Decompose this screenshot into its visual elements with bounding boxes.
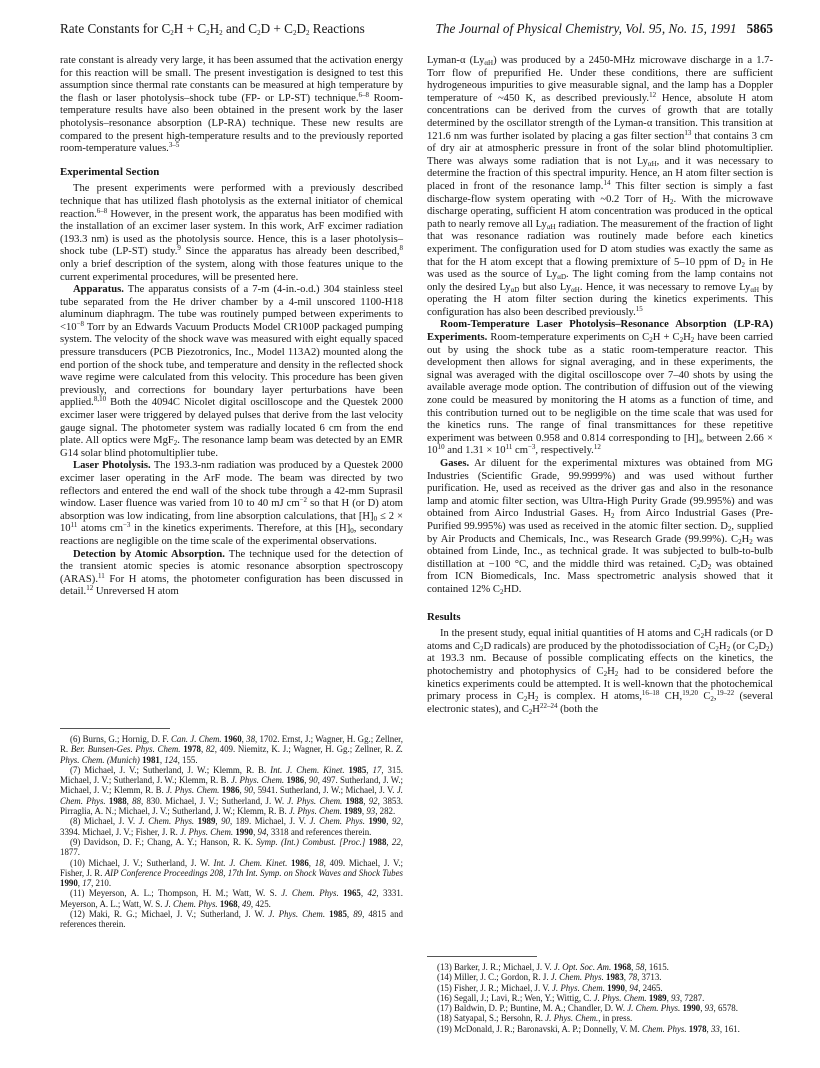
reference-7: (7) Michael, J. V.; Sutherland, J. W.; Klemm, R. B. Int. J. Chem. Kinet. 1985, 17, 315. Michael, J. V.; Sutherland, J. W.; Klemm, R. B. J. Phys. Chem. 1986, 90, 497. Sutherland, J. W.; Michael, J. V.; Klemm, R. B. J. Phys. Chem. 1986, 90, 5941. Sutherland, J. W.; Michael, J. V. J. Chem. Phys. 1988, 88, 830. Michael, J. V.; Sutherland, J. W. J. Phys. Chem. 1988, 92, 3853. Pirraglia, A. N.; Michael, J. V.; Sutherland, J. W.; Klemm, R. B. J. Phys. Chem. 1989, 93, 282. (60, 764, 404, 817)
section-title-results: Results (427, 610, 461, 623)
reference-16: (16) Segall, J.; Lavi, R.; Wen, Y.; Wittig, C. J. Phys. Chem. 1989, 93, 7287. (437, 992, 705, 1003)
laser-photolysis-paragraph: Laser Photolysis. The 193.3-nm radiation was produced by a Questek 2000 excimer laser operating in the ArF mode. The beam was directed by two reflectors and entered the end wall of the shock tube through a 42-mm Suprasil window. Laser fluence was varied from 10 to 40 mJ $cm^{-2}$ so that H (or D) atom absorption was low indicating, from line absorption calculations, that $[H]_0 \le 2 \times 10^{11}$ atoms $cm^{-3}$ in the kinetics experiments. Therefore, at this $[H]_0$, secondary reactions are negligible on the time scale of the experimental observations. (60, 460, 404, 547)
detection-paragraph: Detection by Atomic Absorption. The technique used for the detection of the transient atomic species is atomic resonance absorption spectroscopy (ARAS).$^{11}$ For H atoms, the photometer configuration has been discussed in detail.$^{12}$ Unreversed H atom (60, 548, 403, 598)
reference-12: (12) Maki, R. G.; Michael, J. V.; Sutherland, J. W. J. Phys. Chem. 1985, 89, 4815 and references therein. (60, 909, 403, 930)
page-number: 5865 (746, 21, 773, 36)
reference-18: (18) Satyapal, S.; Bersohn, R. J. Phys. Chem., in press. (437, 1013, 633, 1024)
reference-10: (10) Michael, J. V.; Sutherland, J. W. Int. J. Chem. Kinet. 1986, 18, 409. Michael, J. V.; Fisher, J. R. AIP Conference Proceedings 208, 17th Int. Symp. on Shock Waves and Shock Tubes 1990, 17, 210. (60, 857, 404, 889)
references-right (427, 962, 773, 1034)
gases-heading: Gases. (440, 458, 470, 469)
footnote-rule-left (60, 728, 170, 729)
gases-paragraph: Gases. Ar diluent for the experimental mixtures was obtained from MG Industries (Scientific Grade, 99.9999%) and was used without further purification. He, used as received as the driver gas and also in the resonance lamp and atomic filter section, was Ultra-High Purity Grade (99.995%) and was obtained from Airco Industrial Gases. $H_2$ from Airco Industrial Gases (Pre-Purified 99.995%) was used as received in the atomic filter section. $D_2$, supplied by Air Products and Chemicals, Inc., was Research Grade (99.99%). $C_2H_2$ was obtained from Linde, Inc., as technical grade. It was subjected to bulb-to-bulb distillation at −100 °C, and the middle third was retained. $C_2D_2$ was obtained from ICN Biomedicals, Inc. Mass spectrometric analysis showed that it contained 12% $C_2HD$. (427, 458, 773, 596)
reference-15: (15) Fisher, J. R.; Michael, J. V. J. Phys. Chem. 1990, 94, 2465. (437, 982, 663, 993)
lyman-paragraph: Lyman-α $(Ly_{\alpha H})$ was produced by a 2450-MHz microwave discharge in a 1.7-Torr flow of prepurified He. Under these conditions, there are sufficient hydrogeneous impurities to give measurable signal, and the lamp has a Doppler temperature of ~450 K, as described previously.$^{12}$ Hence, absolute H atom concentrations can be derived from the curves of growth that are totally determined by the oscillator strength of the Lyman-α transition. This transition at 121.6 nm was further isolated by placing a gas filter section$^{13}$ that contains 3 cm of dry air at atmospheric pressure in front of the solar blind photomultiplier. There was always some radiation that is not $Ly_{\alpha H}$, and it was necessary to determine the fraction of this spectral impurity. Hence, an H atom filter section is placed in front of the resonance lamp.$^{14}$ This filter section is simply a fast discharge-flow system operating with ~0.2 Torr of $H_2$. With the microwave discharge operating, sufficient H atom concentration was produced in the optical path to nearly remove all $Ly_{\alpha H}$ radiation. The measurement of the fraction of light that was resonance radiation was routinely made before each kinetics experiment. The configuration used for D atom studies was exactly the same as that for the H atom except that a flowing premixture of 5–10 ppm of $D_2$ in He was used as the source of $Ly_{\alpha D}$. The light coming from the lamp contains not only the desired $Ly_{\alpha D}$ but also $Ly_{\alpha H}$. Hence, it was necessary to remove $Ly_{\alpha H}$ by operating the H atom filter section during the kinetics experiments. This configuration has also been described previously.$^{15}$ (427, 55, 774, 318)
footnote-rule-right (427, 956, 537, 957)
room-temperature-paragraph: Room-Temperature Laser Photolysis–Resonance Absorption (LP-RA) Experiments. Room-temperature experiments on $C_2H + C_2H_2$ have been carried out by using the shock tube as a static room-temperature reactor. This development then allows for signal averaging, and in these experiments, the signal was averaged with the digital oscilloscope over 7–40 shots by using the available average mode option. The contribution of diffusion out of the viewing zone could be measured by monitoring the H atoms as a function of time, and this contribution turned out to be negligible on the time scale that was used for the kinetics runs. The range of final transmittances for these repetitive experiment was between 0.958 and 0.814 corresponding to $[H]_\infty$ between $2.66 \times 10^{10}$ and $1.31 \times 10^{11}$ $cm^{-3}$, respectively.$^{12}$ (427, 319, 773, 457)
journal-citation: The Journal of Physical Chemistry, Vol. 95, No. 15, 1991 5865 (435, 21, 773, 36)
reference-6: (6) Burns, G.; Hornig, D. F. Can. J. Chem. 1960, 38, 1702. Ernst, J.; Wagner, H. Gg.; Zellner, R. Ber. Bunsen-Ges. Phys. Chem. 1978, 82, 409. Niemitz, K. J.; Wagner, H. Gg.; Zellner, R. Z. Phys. Chem. (Munich) 1981, 124, 155. (60, 734, 404, 765)
results-paragraph: In the present study, equal initial quantities of H atoms and $C_2H$ radicals (or D atoms and $C_2D$ radicals) are produced by the photodissociation of $C_2H_2$ (or $C_2D_2$) at 193.3 nm. Because of possible complicating effects on the kinetics, the photochemistry and photophysics of $C_2H_2$ had to be considered before the kinetics experiments could be attempted. It is well-known that the photochemical primary process in $C_2H_2$ is complex. H atoms,$^{16-18}$ CH,$^{19,20}$ $C_2,^{19-22}$ (several electronic states), and $C_2H^{22-24}$ (both the (427, 628, 774, 716)
reference-9: (9) Davidson, D. F.; Chang, A. Y.; Hanson, R. K. Symp. (Int.) Combust. [Proc.] 1988, 22, 1877. (60, 836, 404, 858)
section-title-experimental: Experimental Section (60, 165, 160, 178)
experimental-paragraph: The present experiments were performed with a previously described technique that has utilized flash photolysis as the external initiator of chemical reaction.$^{6-8}$ However, in the present work, the apparatus has been modified with the installation of an excimer laser system. In this work, ArF excimer radiation (193.3 nm) is used as the photolysis source. Hence, this is a laser photolysis–shock tube (LP-ST) study.$^9$ Since the apparatus has already been described,$^8$ only a brief description of the system, along with those features unique to the current experimental procedures, will be presented here. (60, 183, 403, 283)
reference-13: (13) Barker, J. R.; Michael, J. V. J. Opt. Soc. Am. 1968, 58, 1615. (437, 962, 669, 972)
intro-paragraph: rate constant is already very large, it has been assumed that the activation energy for this reaction will be small. The present investigation is designed to test this assumption since thermal rate constants can be measured at high temperature by the flash or laser photolysis–shock tube (FP- or LP-ST) technique.$^{6-8}$ Room-temperature results have also been obtained in the present work by the laser photolysis–resonance absorption (LP-RA) technique. These new results are compared to the present high-temperature results and to the previously reported room-temperature values.$^{3-5}$ (60, 55, 404, 155)
apparatus-paragraph: Apparatus. The apparatus consists of a 7-m (4-in.-o.d.) 304 stainless steel tube separated from the He driver chamber by a 4-mil unscored 1100-H18 aluminum diaphragm. The tube was routinely pumped between experiments to $<10^{-8}$ Torr by an Edwards Vacuum Products Model CR100P packaged pumping system. The velocity of the shock wave was measured with eight equally spaced pressure transducers (PCB Piezotronics, Inc., Model 113A2) mounted along the end portion of the shock tube, and temperature and density in the reflected shock wave regime were calculated from this velocity. This procedure has been given previously, and corrections for boundary layer perturbations have been applied.$^{8,10}$ Both the 4094C Nicolet digital oscilloscope and the Questek 2000 excimer laser were triggered by delayed pulses that derive from the last velocity gauge signal. The photometer system was radially located 6 cm from the end plate. All optics were MgF$_2$. The resonance lamp beam was detected by an EMR G14 solar blind photomultiplier tube. (60, 284, 403, 459)
reference-11: (11) Meyerson, A. L.; Thompson, H. M.; Watt, W. S. J. Chem. Phys. 1965, 42, 3331. Meyerson, A. L.; Watt, W. S. J. Chem. Phys. 1968, 49, 425. (60, 888, 404, 909)
detection-heading: Detection by Atomic Absorption. (73, 548, 225, 560)
running-header (60, 21, 773, 37)
left-column (60, 55, 403, 599)
reference-14: (14) Miller, J. C.; Gordon, R. J. J. Chem. Phys. 1983, 78, 3713. (437, 972, 662, 983)
room-temperature-heading: Room-Temperature Laser Photolysis–Resonance Absorption (LP-RA) Experiments. (427, 319, 773, 344)
reference-8: (8) Michael, J. V. J. Chem. Phys. 1989, 90, 189. Michael, J. V. J. Chem. Phys. 1990, 92, 3394. Michael, J. V.; Fisher, J. R. J. Phys. Chem. 1990, 94, 3318 and references therein. (60, 816, 404, 837)
running-title: Rate Constants for $C_2H + C_2H_2$ and $C_2D + C_2D_2$ Reactions (60, 21, 365, 37)
reference-19: (19) McDonald, J. R.; Baronavski, A. P.; Donnelly, V. M. Chem. Phys. 1978, 33, 161. (437, 1023, 740, 1034)
reference-17: (17) Baldwin, D. P.; Buntine, M. A.; Chandler, D. W. J. Chem. Phys. 1990, 93, 6578. (437, 1003, 738, 1014)
references-left (60, 734, 403, 930)
apparatus-heading: Apparatus. (73, 284, 124, 296)
laser-photolysis-heading: Laser Photolysis. (73, 460, 151, 472)
right-column (427, 55, 773, 716)
